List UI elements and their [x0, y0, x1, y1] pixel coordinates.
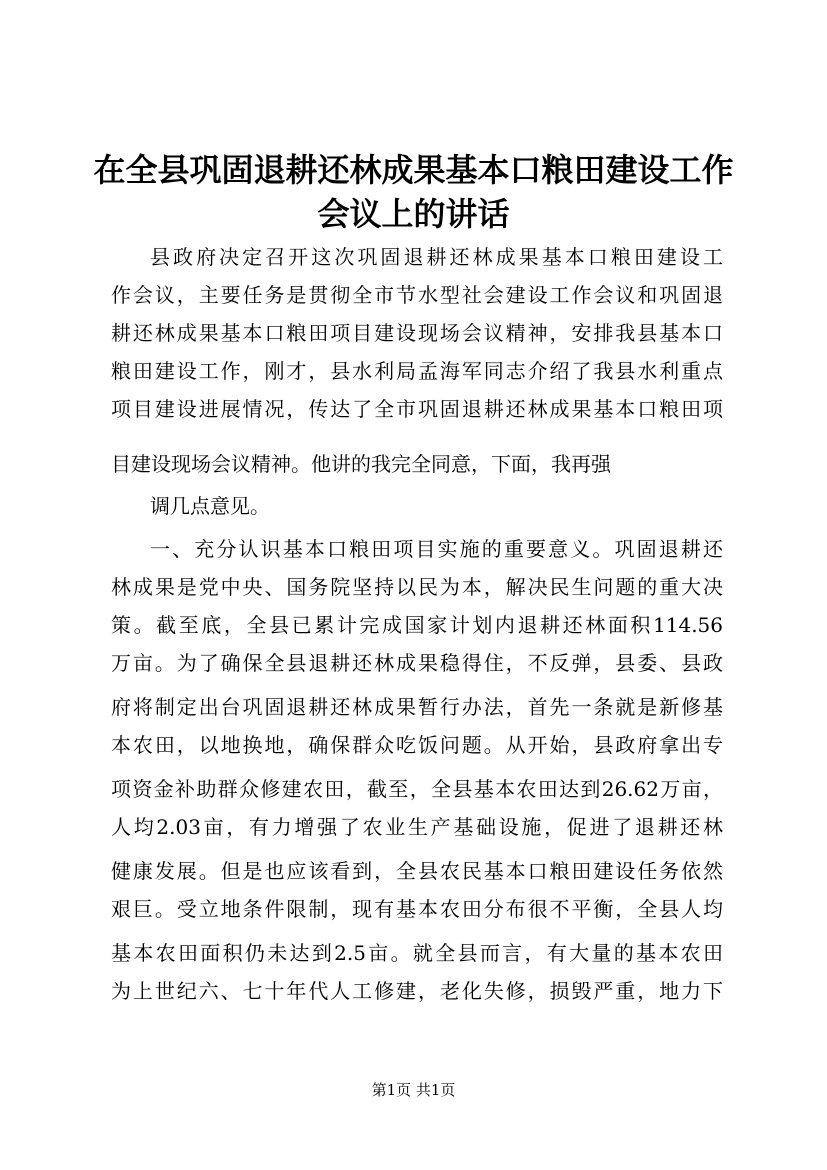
- body-line: 一、充分认识基本口粮田项目实施的重要意义。巩固退耕还: [150, 537, 723, 561]
- body-line: 调几点意见。: [150, 494, 270, 518]
- body-line: 人均2.03亩，有力增强了农业生产基础设施，促进了退耕还林: [111, 815, 723, 839]
- body-line: 健康发展。但是也应该看到，全县农民基本口粮田建设任务依然: [111, 859, 723, 883]
- body-line: 作会议，主要任务是贯彻全市节水型社会建设工作会议和巩固退: [111, 283, 723, 307]
- body-line: 为上世纪六、七十年代人工修建，老化失修，损毁严重，地力下: [111, 979, 723, 1003]
- page-footer: 第1页 共1页: [371, 1081, 456, 1099]
- body-line: 府将制定出台巩固退耕还林成果暂行办法，首先一条就是新修基: [111, 695, 723, 719]
- body-line: 万亩。为了确保全县退耕还林成果稳得住，不反弹，县委、县政: [111, 651, 723, 675]
- body-line: 艰巨。受立地条件限制，现有基本农田分布很不平衡，全县人均: [111, 897, 723, 921]
- body-line: 项目建设进展情况，传达了全市巩固退耕还林成果基本口粮田项: [111, 397, 723, 421]
- body-line: 目建设现场会议精神。他讲的我完全同意，下面，我再强: [111, 452, 611, 476]
- document-title-line1: 在全县巩固退耕还林成果基本口粮田建设工作: [93, 151, 734, 189]
- document-title-line2: 会议上的讲话: [317, 195, 510, 233]
- body-line: 本农田，以地换地，确保群众吃饭问题。从开始，县政府拿出专: [111, 733, 723, 757]
- body-line: 项资金补助群众修建农田，截至，全县基本农田达到26.62万亩，: [111, 777, 723, 801]
- body-line: 耕还林成果基本口粮田项目建设现场会议精神，安排我县基本口: [111, 321, 723, 345]
- body-line: 基本农田面积仍未达到2.5亩。就全县而言，有大量的基本农田: [111, 941, 723, 965]
- body-line: 县政府决定召开这次巩固退耕还林成果基本口粮田建设工: [150, 245, 723, 269]
- body-line: 林成果是党中央、国务院坚持以民为本，解决民生问题的重大决: [111, 575, 723, 599]
- body-line: 粮田建设工作，刚才，县水利局孟海军同志介绍了我县水利重点: [111, 359, 723, 383]
- body-line: 策。截至底，全县已累计完成国家计划内退耕还林面积114.56: [111, 613, 723, 637]
